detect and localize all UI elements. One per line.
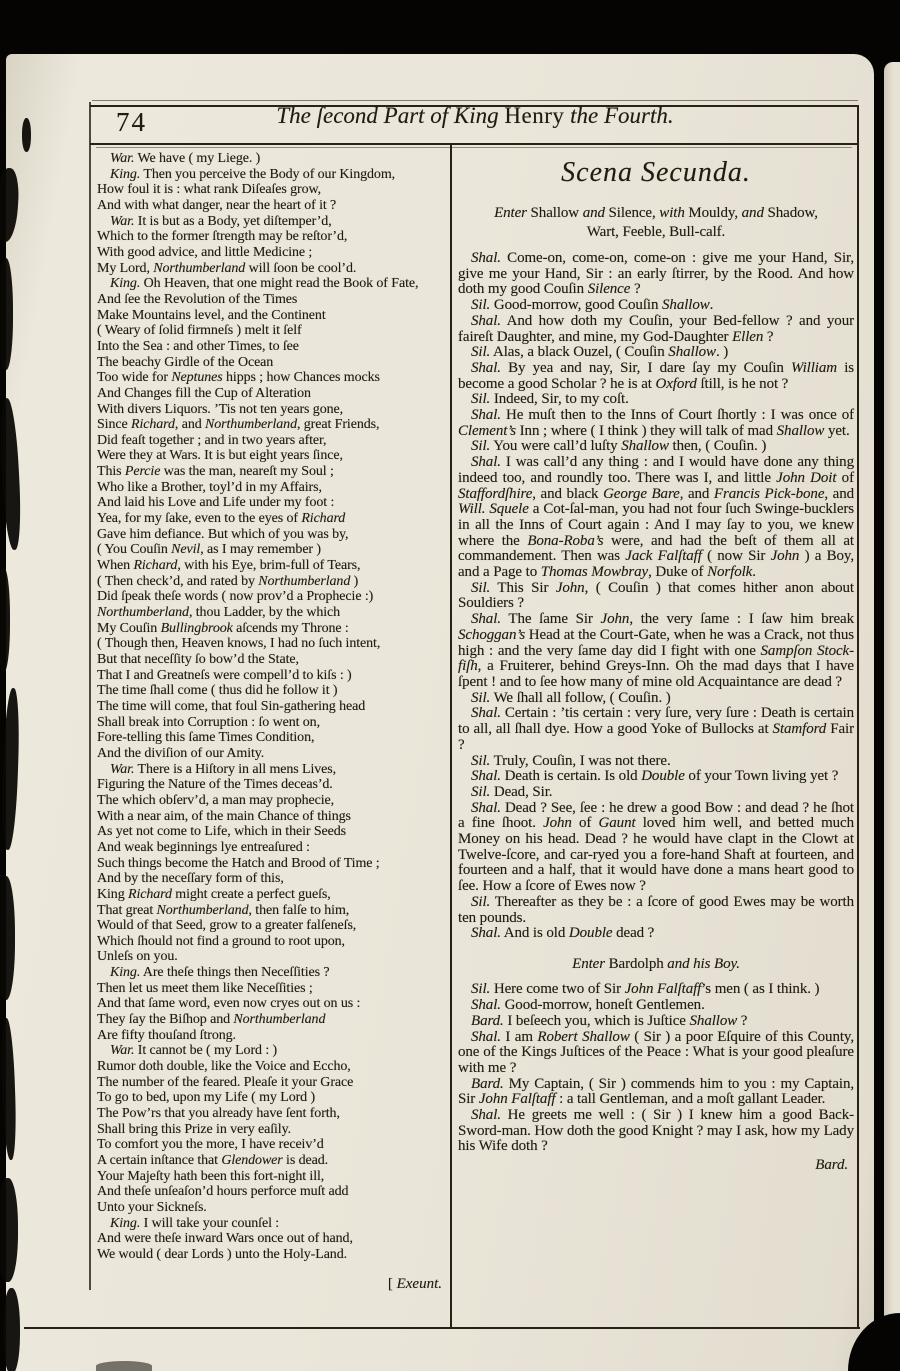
verse-line: King. Oh Heaven, that one might read the Book of Fate, bbox=[110, 276, 419, 292]
verse-line: To go to bed, upon my Life ( my Lord ) bbox=[97, 1090, 316, 1106]
dialogue-paragraph: Sil. Good-morrow, good Couſin Shallow. bbox=[471, 297, 714, 314]
running-title-name: Henry bbox=[504, 103, 565, 128]
catchword: Bard. bbox=[815, 1157, 848, 1174]
verse-line: And laid his Love and Life under my foot : bbox=[97, 495, 335, 511]
stage-direction-enter-bardolph: Enter Bardolph and his Boy. bbox=[572, 955, 740, 972]
verse-line: Into the Sea : and other Times, to ſee bbox=[97, 338, 299, 354]
ink-smudge bbox=[96, 1361, 152, 1371]
dialogue-paragraph: Shal. Come-on, come-on, come-on : give me your Hand, Sir, give me your Hand, Sir : an early ſtirrer, by the Rood. And how doth my good Couſin Silence ? bbox=[458, 250, 854, 298]
dialogue-paragraph: Sil. Thereafter as they be : a ſcore of good Ewes may be worth ten pounds. bbox=[458, 893, 854, 926]
verse-line: Such things become the Hatch and Brood of Time ; bbox=[97, 855, 380, 871]
verse-line: They ſay the Biſhop and Northumberland bbox=[97, 1012, 326, 1028]
verse-line: With a near aim, of the main Chance of things bbox=[97, 808, 351, 824]
frame-rule-bottom bbox=[24, 1327, 860, 1329]
verse-line: That great Northumberland, then falſe to him, bbox=[97, 902, 350, 918]
dialogue-paragraph: Bard. I beſeech you, which is Juſtice Shallow ? bbox=[471, 1012, 748, 1029]
stage-direction-line: Enter Shallow and Silence, with Mouldy, and Shadow, bbox=[494, 205, 818, 221]
page-number: 74 bbox=[116, 107, 147, 137]
verse-line: My Lord, Northumberland will ſoon be cool’d. bbox=[97, 260, 357, 276]
verse-line: With divers Liquors. ’Tis not ten years gone, bbox=[97, 401, 344, 417]
frame-rule-top-faint bbox=[92, 100, 858, 101]
dialogue-paragraph: Sil. Truly, Couſin, I was not there. bbox=[471, 752, 671, 769]
verse-line: And the diviſion of our Amity. bbox=[97, 745, 265, 761]
running-title-pre: The ſecond Part of King bbox=[276, 103, 499, 128]
verse-line: Too wide for Neptunes hipps ; how Chances mocks bbox=[97, 370, 380, 386]
dialogue-paragraph: Shal. He muſt then to the Inns of Court ſhortly : I was once of Clement’s Inn ; where ( I think ) they will talk of mad Shallow yet. bbox=[458, 407, 854, 439]
verse-line: Rumor doth double, like the Voice and Eccho, bbox=[97, 1059, 351, 1075]
verse-line: A certain inſtance that Glendower is dead. bbox=[97, 1153, 329, 1168]
verse-line: Unleſs on you. bbox=[97, 949, 178, 965]
verse-line: Are fifty thouſand ſtrong. bbox=[97, 1027, 236, 1043]
verse-line: Shall break into Corruption : ſo went on, bbox=[97, 714, 320, 730]
dialogue-paragraph: Shal. Certain : ’tis certain : very ſure, very ſure : Death is certain to all, all ſhall dye. How a good Yoke of Bullocks at Stamford Fair ? bbox=[458, 705, 854, 753]
dialogue-paragraph: Sil. This Sir John, ( Couſin ) that comes hither anon about Souldiers ? bbox=[458, 579, 854, 612]
frame-rule-under-header bbox=[90, 143, 858, 145]
verse-line: Shall bring this Prize in very eaſily. bbox=[97, 1121, 291, 1137]
verse-line: Did ſpeak theſe words ( now prov’d a Prophecie :) bbox=[97, 589, 374, 605]
verse-line: And were theſe inward Wars once out of hand, bbox=[97, 1231, 353, 1247]
frame-rule-left bbox=[89, 102, 91, 1290]
verse-line: And theſe unſeaſon’d hours perforce muſt add bbox=[97, 1184, 349, 1200]
verse-line: To comfort you the more, I have receiv’d bbox=[97, 1137, 324, 1153]
dialogue-paragraph: Sil. Here come two of Sir John Falſtaff’s men ( as I think. ) bbox=[471, 981, 820, 998]
dialogue-paragraph: Bard. My Captain, ( Sir ) commends him to you : my Captain, Sir John Falſtaff : a tall Gentleman, and a moſt gallant Leader. bbox=[458, 1075, 854, 1108]
verse-line: And Changes fill the Cup of Alteration bbox=[97, 385, 311, 401]
verse-line: Would of that Seed, grow to a greater falſeneſs, bbox=[97, 918, 357, 934]
running-title-post: the Fourth. bbox=[570, 103, 674, 128]
dialogue-paragraph: Sil. Alas, a black Ouzel, ( Couſin Shallow. ) bbox=[471, 344, 729, 361]
dialogue-paragraph: Shal. Good-morrow, honeſt Gentlemen. bbox=[471, 997, 705, 1014]
dialogue-paragraph: Sil. Indeed, Sir, to my coſt. bbox=[471, 391, 629, 408]
verse-line: King Richard might create a perfect gueſs, bbox=[97, 886, 331, 902]
stage-direction-exeunt: [ Exeunt. bbox=[387, 1276, 442, 1292]
verse-line: The beachy Girdle of the Ocean bbox=[97, 354, 274, 370]
verse-line: This Percie was the man, neareſt my Soul ; bbox=[97, 464, 334, 480]
verse-line: And with what danger, near the heart of it ? bbox=[97, 197, 337, 213]
verse-line: Your Majeſty hath been this fort-night ill, bbox=[97, 1168, 325, 1184]
verse-line: Gave him defiance. But which of you was by, bbox=[97, 526, 349, 542]
adjacent-page-edge bbox=[884, 62, 900, 1330]
verse-line: War. We have ( my Liege. ) bbox=[110, 151, 261, 166]
verse-line: The number of the feared. Pleaſe it your Grace bbox=[97, 1074, 354, 1090]
verse-line: King. Then you perceive the Body of our Kingdom, bbox=[110, 166, 396, 182]
dialogue-paragraph: Shal. And is old Double dead ? bbox=[471, 925, 655, 942]
frame-rule-right bbox=[857, 105, 859, 1329]
verse-line: My Couſin Bullingbrook aſcends my Throne : bbox=[97, 620, 349, 636]
dialogue-paragraph: Shal. By yea and nay, Sir, I dare ſay my Couſin William is become a good Scholar ? he is at Oxford ſtill, is he not ? bbox=[458, 359, 854, 392]
dialogue-paragraph: Sil. You were call’d luſty Shallow then, ( Couſin. ) bbox=[471, 438, 767, 455]
dialogue-paragraph: Sil. We ſhall all follow, ( Couſin. ) bbox=[471, 689, 671, 706]
verse-line: And by the neceſſary form of this, bbox=[97, 871, 284, 887]
dialogue-block-1 bbox=[458, 251, 854, 942]
verse-line: How foul it is : what rank Diſeaſes grow, bbox=[97, 182, 322, 198]
column-divider bbox=[450, 143, 452, 1329]
verse-line: The time ſhall come ( thus did he follow it ) bbox=[97, 683, 338, 699]
dialogue-paragraph: Shal. He greets me well : ( Sir ) I knew him a good Back-Sword-man. How doth the good Knight ? may I ask, how my Lady his Wife doth ? bbox=[458, 1107, 854, 1155]
verse-line: Fore-telling this ſame Times Condition, bbox=[97, 730, 315, 746]
verse-line: Yea, for my ſake, even to the eyes of Richard bbox=[97, 511, 346, 527]
verse-line: War. There is a Hiſtory in all mens Lives, bbox=[110, 761, 336, 777]
verse-line: Which ſhould not find a ground to root upon, bbox=[97, 933, 345, 949]
dialogue-paragraph: Shal. Death is certain. Is old Double of your Town living yet ? bbox=[471, 768, 839, 785]
ink-mark bbox=[0, 258, 13, 370]
verse-line: And ſee the Revolution of the Times bbox=[97, 291, 298, 307]
verse-line: ( You Couſin Nevil, as I may remember ) bbox=[97, 542, 321, 558]
verse-line: We would ( dear Lords ) unto the Holy-Land. bbox=[97, 1246, 348, 1262]
verse-line: With good advice, and little Medicine ; bbox=[97, 244, 313, 260]
dialogue-paragraph: Shal. I was call’d any thing : and I would have done any thing indeed too, and roundly too. There was I, and little John Doit of Staffordſhire, and black George Bare, and Francis Pick-bone, and Will. Squele a Cot-ſal-man, you had not four ſuch Swinge-bucklers in all the Inns of Court again : And I may ſay to you, we knew where the Bona-Roba’s were, and had the beſt of them all at commandement. Then was Jack Falſtaff ( now Sir John ) a Boy, and a Page to Thomas Mowbray, Duke of Norfolk. bbox=[458, 454, 855, 581]
verse-line: War. It cannot be ( my Lord : ) bbox=[110, 1043, 278, 1059]
dialogue-paragraph: Shal. And how doth my Couſin, your Bed-fellow ? and your faireſt Daughter, and mine, my God-Daughter Ellen ? bbox=[458, 312, 854, 345]
verse-line: Since Richard, and Northumberland, great Friends, bbox=[97, 417, 380, 433]
ink-mark bbox=[3, 1288, 20, 1371]
verse-line: Did feaſt together ; and in two years after, bbox=[97, 432, 327, 448]
verse-line: ( Then check’d, and rated by Northumberland ) bbox=[97, 573, 359, 589]
verse-line: Unto your Sickneſs. bbox=[97, 1199, 207, 1215]
verse-line: Then let us meet them like Neceſſities ; bbox=[97, 980, 313, 996]
verse-line: Who like a Brother, toyl’d in my Affairs, bbox=[97, 479, 322, 495]
stage-direction-enter-shallow bbox=[458, 204, 854, 241]
verse-line: The Pow’rs that you already have ſent forth, bbox=[97, 1106, 340, 1122]
running-title bbox=[92, 103, 858, 129]
verse-line: The which obſerv’d, a man may prophecie, bbox=[97, 792, 335, 808]
verse-line: Figuring the Nature of the Times deceas’d. bbox=[97, 777, 333, 793]
verse-line: The time will come, that foul Sin-gathering head bbox=[97, 698, 366, 714]
frame-rule-under-header-faint bbox=[96, 147, 852, 148]
verse-line: Northumberland, thou Ladder, by the which bbox=[97, 605, 341, 621]
dialogue-paragraph: Shal. Dead ? See, ſee : he drew a good Bow : and dead ? he ſhot a fine ſhoot. John of Gaunt loved him well, and betted much Money on his head. Dead ? he would have clapt in the Clowt at Twelve-ſcore, and car-ryed you a fore-hand Shaft at fourteen, and fourteen and a half, that it would have done a mans heart good to ſee. How a ſcore of Ewes now ? bbox=[458, 799, 854, 895]
scene-heading: Scena Secunda. bbox=[561, 157, 751, 188]
verse-line: As yet not come to Life, which in their Seeds bbox=[97, 824, 346, 840]
dialogue-paragraph: Sil. Dead, Sir. bbox=[471, 783, 553, 800]
verse-line: Make Mountains level, and the Continent bbox=[97, 307, 326, 323]
stage-direction-line: Wart, Feeble, Bull-calf. bbox=[586, 223, 726, 240]
verse-line: ( Though then, Heaven knows, I had no ſuch intent, bbox=[97, 636, 381, 652]
dialogue-block-2 bbox=[458, 982, 854, 1155]
ink-mark bbox=[0, 1178, 18, 1282]
ink-mark bbox=[22, 118, 31, 152]
verse-line: That I and Greatneſs were compell’d to kiſs : ) bbox=[97, 667, 352, 683]
right-column bbox=[458, 150, 854, 1174]
verse-line: And that ſame word, even now cryes out on us : bbox=[97, 996, 361, 1012]
verse-line: King. I will take your counſel : bbox=[110, 1215, 280, 1231]
verse-line: Which to the former ſtrength may be reſtor’d, bbox=[97, 229, 348, 245]
verse-line: But that neceſſity ſo bow’d the State, bbox=[97, 652, 299, 667]
verse-line: Were they at Wars. It is but eight years ſince, bbox=[97, 448, 343, 464]
verse-line: When Richard, with his Eye, brim-full of Tears, bbox=[97, 558, 361, 574]
verse-line: And weak beginnings lye entreaſured : bbox=[97, 839, 310, 855]
verse-line: King. Are theſe things then Neceſſities ? bbox=[110, 965, 330, 981]
verse-line: War. It is but as a Body, yet diſtemper’d, bbox=[110, 213, 332, 229]
dialogue-paragraph: Shal. I am Robert Shallow ( Sir ) a poor Eſquire of this County, one of the Kings Juſtices of the Peace : What is your good pleaſure with me ? bbox=[458, 1028, 855, 1076]
dialogue-paragraph: Shal. The ſame Sir John, the very ſame : I ſaw him break Schoggan’s Head at the Court-Gate, when he was a Crack, not thus high : and the very ſame day did I fight with one Sampſon Stock-fiſh, a Fruiterer, behind Greys-Inn. Oh the mad days that I have ſpent ! and to ſee how many of mine old Acquaintance are dead ? bbox=[458, 611, 854, 690]
left-column bbox=[97, 151, 449, 1263]
verse-line: ( Weary of ſolid firmneſs ) melt it ſelf bbox=[97, 323, 302, 339]
